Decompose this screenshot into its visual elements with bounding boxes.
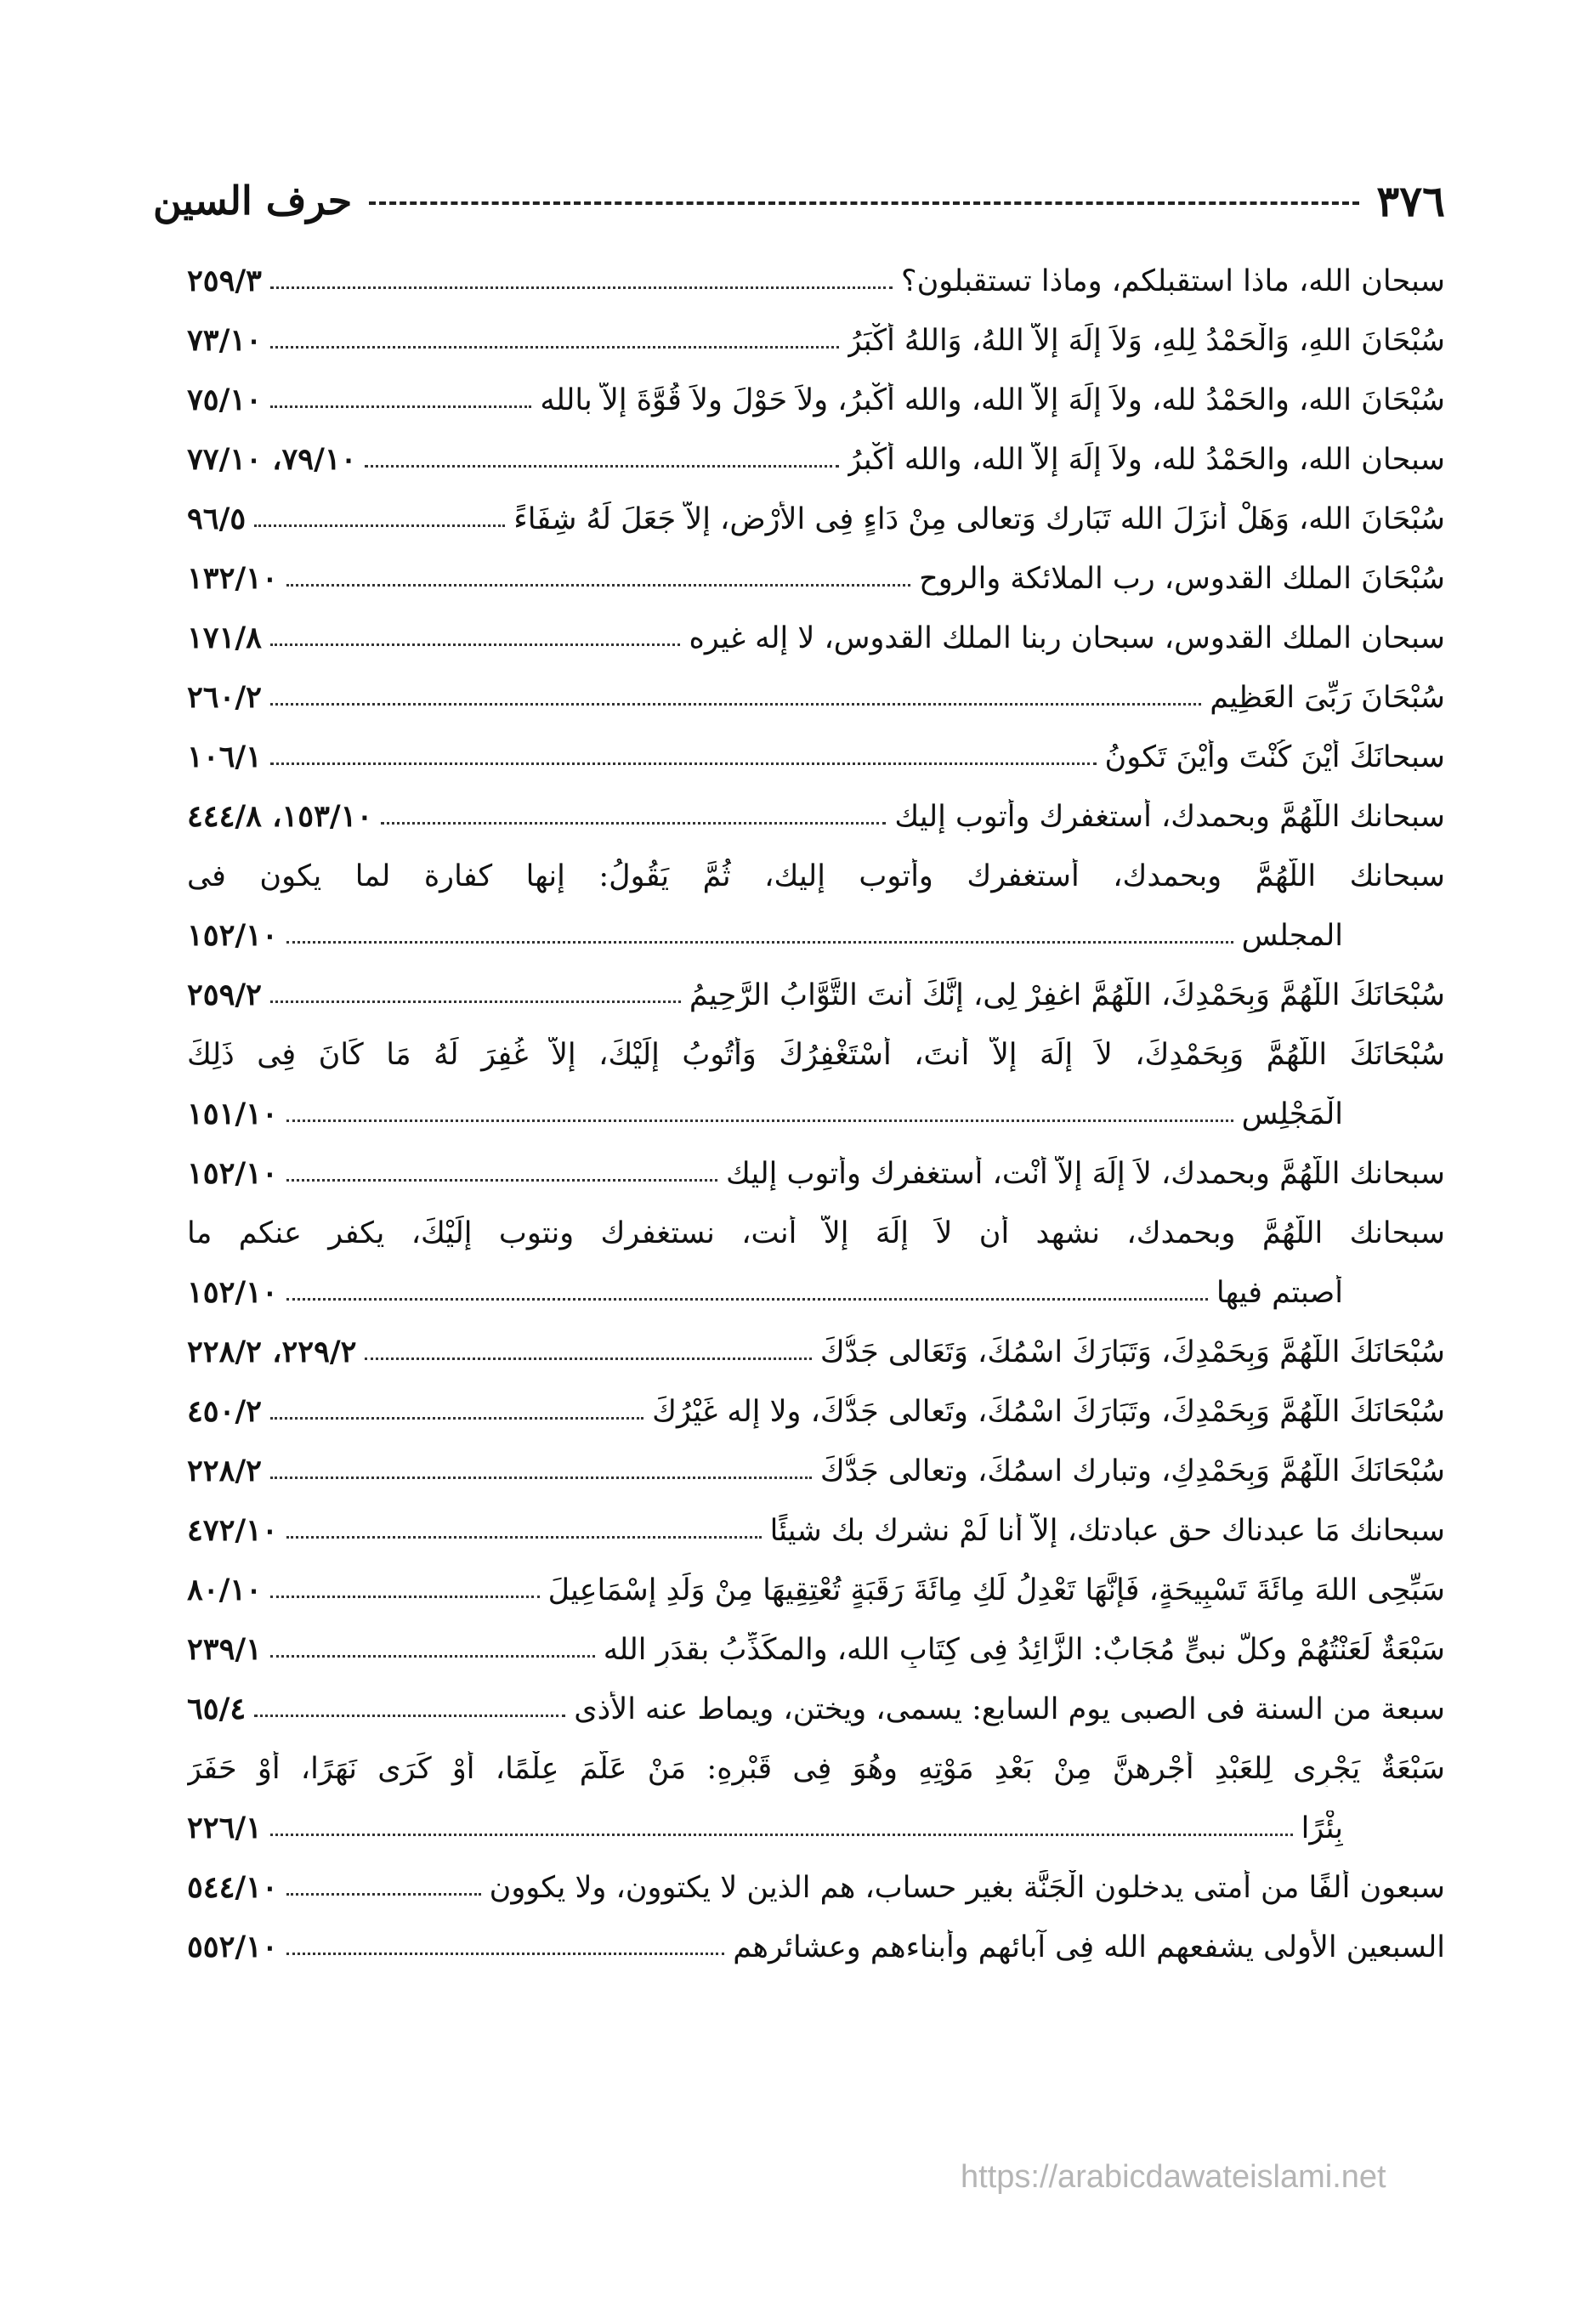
entry-text: أصبتم فيها	[1216, 1276, 1343, 1310]
dotted-leader	[286, 1298, 1208, 1301]
entry-reference: ١٣٢/١٠	[187, 561, 278, 596]
dotted-leader	[286, 941, 1233, 944]
index-entry	[187, 1204, 1445, 1323]
entry-reference: ٢٥٩/٣	[187, 264, 262, 298]
index-entries-list	[187, 252, 1445, 2190]
entry-text: سبحان الله، ماذا استقبلكم، وماذا تستقبلون؟	[901, 264, 1445, 298]
index-entry	[187, 430, 1445, 490]
entry-text: سبحان الله، والحَمْدُ لله، ولاَ إلَهَ إلاَّ الله، والله أكْبرُ	[847, 443, 1445, 477]
dotted-leader	[286, 1536, 762, 1539]
entry-reference: ١٠٦/١	[187, 740, 262, 774]
page-header	[153, 167, 1445, 235]
dotted-leader	[270, 1655, 595, 1658]
dotted-leader	[286, 1893, 481, 1896]
dotted-leader	[270, 703, 1201, 706]
entry-text: السبعين الأولى يشفعهم الله فِى آبائهم وأبناءهم وعشائرهم	[733, 1930, 1445, 1964]
dotted-leader	[270, 1596, 540, 1598]
entry-text: الْمَجْلِسِ	[1241, 1097, 1343, 1131]
entry-text: سَبْعَةٌ يَجْرِى لِلعَبْدِ أجْرهنَّ مِنْ بَعْدِ مَوْتِهِ وهُوَ فِى قَبْرِهِ: مَنْ عَلَّمَ عِلْمًا، أَوْ كَرَى نَهَرًا، أَوْ حَفَرَ	[187, 1752, 1445, 1786]
index-entry	[187, 787, 1445, 847]
entry-text: سبحانك اللَّهُمَّ وبحمدك، أستغفرك وأتوب إليك، ثُمَّ يَقُولُ: إنها كفارة لما يكون فى	[187, 859, 1445, 893]
entry-reference: ٤٧٢/١٠	[187, 1513, 278, 1548]
dotted-leader	[365, 1358, 811, 1360]
section-title: حرف السين	[153, 178, 353, 224]
entry-reference: ١٥٢/١٠	[187, 1156, 278, 1191]
entry-text: سبعة من السنة فى الصبى يوم السابع: يسمى، ويختن، ويماط عنه الأذى	[574, 1692, 1445, 1726]
index-entry	[187, 1680, 1445, 1739]
index-entry	[187, 1501, 1445, 1561]
entry-text: سُبْحَانَ الملك القدوس، رب الملائكة والروح	[919, 562, 1445, 596]
entry-reference: ١٧١/٨	[187, 621, 262, 655]
dotted-leader	[286, 1953, 724, 1955]
entry-text: سَبْعَةٌ لَعَنْتُهُمْ وكلُّ نبىٍّ مُجَابٌ: الزَّائِدُ فِى كِتَابِ الله، والمكَذِّبُ بقدَرِ الله	[603, 1633, 1445, 1667]
index-entry	[187, 1025, 1445, 1144]
entry-reference: ١٥٢/١٠	[187, 1275, 278, 1310]
dotted-leader	[270, 1834, 1293, 1836]
index-entry	[187, 609, 1445, 668]
dotted-leader	[286, 1119, 1233, 1122]
entry-reference: ٢٢٦/١	[187, 1811, 262, 1845]
entry-text: سُبْحَانَكَ اللَّهُمَّ وَبِحَمْدِكَ، وتَبَارَكَ اسْمُكَ، وتَعالى جَدُّكَ، ولا إله غَيْرُكَ	[652, 1395, 1445, 1429]
entry-reference: ٧٥/١٠	[187, 383, 262, 417]
index-entry	[187, 1620, 1445, 1680]
entry-reference: ٦٥/٤	[187, 1692, 247, 1726]
entry-text: سُبْحَانَكَ اللَّهُمَّ وَبِحَمْدِكِ، وتبارك اسمُكَ، وتعالى جَدُّكَ	[819, 1454, 1445, 1488]
entry-reference: ٨٠/١٠	[187, 1573, 262, 1607]
entry-reference: ٢٢٩/٢، ٢٢٨/٢	[187, 1335, 357, 1369]
header-dashed-rule	[369, 201, 1359, 205]
entry-text: بِئْرًا	[1301, 1811, 1343, 1845]
entry-text: سُبْحَانَكَ اللَّهُمَّ وَبِحَمْدِكَ، وَتَبَارَكَ اسْمُكَ، وَتَعَالى جَدُّكَ	[819, 1335, 1445, 1369]
dotted-leader	[270, 762, 1097, 765]
entry-text: سبحانَكَ أَيْنَ كُنْتَ وأَيْنَ تَكونُ	[1104, 740, 1445, 774]
index-entry	[187, 1144, 1445, 1204]
dotted-leader	[270, 346, 839, 349]
index-entry	[187, 252, 1445, 311]
entry-reference: ٥٥٢/١٠	[187, 1930, 278, 1964]
entry-reference: ٢٦٠/٢	[187, 680, 262, 715]
entry-text: سبعون ألفًا من أمتى يدخلون الْجَنَّة بغير حساب، هم الذين لا يكتوون، ولا يكوون	[489, 1871, 1445, 1905]
dotted-leader	[254, 1715, 565, 1717]
index-entry	[187, 1323, 1445, 1382]
entry-reference: ١٥١/١٠	[187, 1097, 278, 1131]
entry-reference: ١٥٣/١٠، ٤٤٤/٨	[187, 799, 373, 834]
index-entry	[187, 549, 1445, 609]
entry-text: المجلس	[1241, 919, 1343, 953]
index-entry	[187, 1561, 1445, 1620]
entry-reference: ٧٣/١٠	[187, 323, 262, 358]
index-entry	[187, 1442, 1445, 1501]
entry-reference: ٢٥٩/٢	[187, 978, 262, 1012]
entry-text: سَبِّحِى اللهَ مِائَةَ تَسْبِيحَةٍ، فَإِنَّهَا تَعْدِلُ لَكِ مِائَةَ رَقَبَةٍ تُعْتِقِيهَا مِنْ وَلَدِ إِسْمَاعِيلَ	[547, 1573, 1445, 1607]
dotted-leader	[270, 286, 893, 289]
index-entry	[187, 371, 1445, 430]
watermark-url: https://arabicdawateislami.net	[961, 2159, 1386, 2195]
entry-reference: ١٥٢/١٠	[187, 918, 278, 953]
entry-text: سُبْحَانَ رَبِّىَ العَظِيمِ	[1210, 681, 1445, 715]
entry-text: سُبْحَانَ اللهِ، وَالْحَمْدُ لِلهِ، وَلاَ إِلَهَ إِلاَّ اللهُ، وَاللهُ أَكْبَرُ	[847, 324, 1445, 358]
entry-reference: ٩٦/٥	[187, 502, 247, 536]
entry-text: سبحانك اللَّهُمَّ وبحمدك، لاَ إِلَهَ إلاَّ أَنْت، أستغفرك وأتوب إليك	[725, 1157, 1445, 1191]
dotted-leader	[254, 524, 505, 527]
dotted-leader	[270, 1477, 812, 1479]
entry-text: سُبْحَانَ الله، والحَمْدُ لله، ولاَ إِلَهَ إِلاَّ الله، والله أكْبرُ، ولاَ حَوْلَ ولاَ قُوَّةَ إلاَّ بالله	[540, 383, 1445, 417]
index-entry	[187, 490, 1445, 549]
dotted-leader	[270, 1000, 681, 1003]
entry-text: سبحانك اللَّهُمَّ وبحمدك، أستغفرك وأتوب إليك	[894, 800, 1445, 834]
entry-reference: ٢٢٨/٢	[187, 1454, 262, 1488]
entry-text: سبحان الملك القدوس، سبحان ربنا الملك القدوس، لا إله غيره	[689, 621, 1445, 655]
index-entry	[187, 847, 1445, 966]
entry-text: سُبْحَانَكَ اللَّهُمَّ وَبِحَمْدِكَ، لاَ إِلَهَ إِلاَّ أَنتَ، أَسْتَغْفِرُكَ وَأَتُوبُ إِلَيْكَ، إِلاَّ غُفِرَ لَهُ مَا كَانَ فِى ذَلِكَ	[187, 1038, 1445, 1072]
entry-reference: ٢٣٩/١	[187, 1632, 262, 1667]
entry-reference: ٤٥٠/٢	[187, 1394, 262, 1429]
index-entry	[187, 1918, 1445, 1977]
dotted-leader	[286, 584, 910, 587]
entry-reference: ٥٤٤/١٠	[187, 1870, 278, 1905]
entry-text: سبحانك اللَّهُمَّ وبحمدك، نشهد أن لاَ إلَهَ إلاَّ أنت، نستغفرك ونتوب إِلَيْكَ، يكفر عنكم ما	[187, 1216, 1445, 1250]
index-entry	[187, 311, 1445, 371]
index-entry	[187, 1739, 1445, 1858]
dotted-leader	[270, 1417, 643, 1420]
page-number: ٣٧٦	[1376, 175, 1445, 226]
entry-reference: ٧٩/١٠، ٧٧/١٠	[187, 442, 357, 477]
dotted-leader	[270, 405, 531, 408]
index-entry	[187, 1858, 1445, 1918]
entry-text: سُبْحَانَكَ اللَّهُمَّ وَبِحَمْدِكَ، اللَّهُمَّ اغفِرْ لِى، إِنَّكَ أَنتَ التَّوَّابُ الرَّحِيمُ	[689, 978, 1445, 1012]
index-entry	[187, 668, 1445, 728]
dotted-leader	[270, 643, 681, 646]
dotted-leader	[286, 1179, 717, 1182]
entry-text: سبحانك مَا عبدناك حق عبادتك، إلاَّ أنا لَمْ نشرك بك شيئًا	[769, 1514, 1445, 1548]
index-entry	[187, 1382, 1445, 1442]
index-entry	[187, 966, 1445, 1025]
index-entry	[187, 728, 1445, 787]
entry-text: سُبْحَانَ الله، وَهَلْ أَنزَلَ الله تَبَارك وَتعالى مِنْ دَاءٍ فِى الأرْضِ، إلاَّ جَعَلَ لَهُ شِفَاءً	[513, 502, 1445, 536]
dotted-leader	[365, 465, 838, 468]
dotted-leader	[381, 822, 886, 825]
